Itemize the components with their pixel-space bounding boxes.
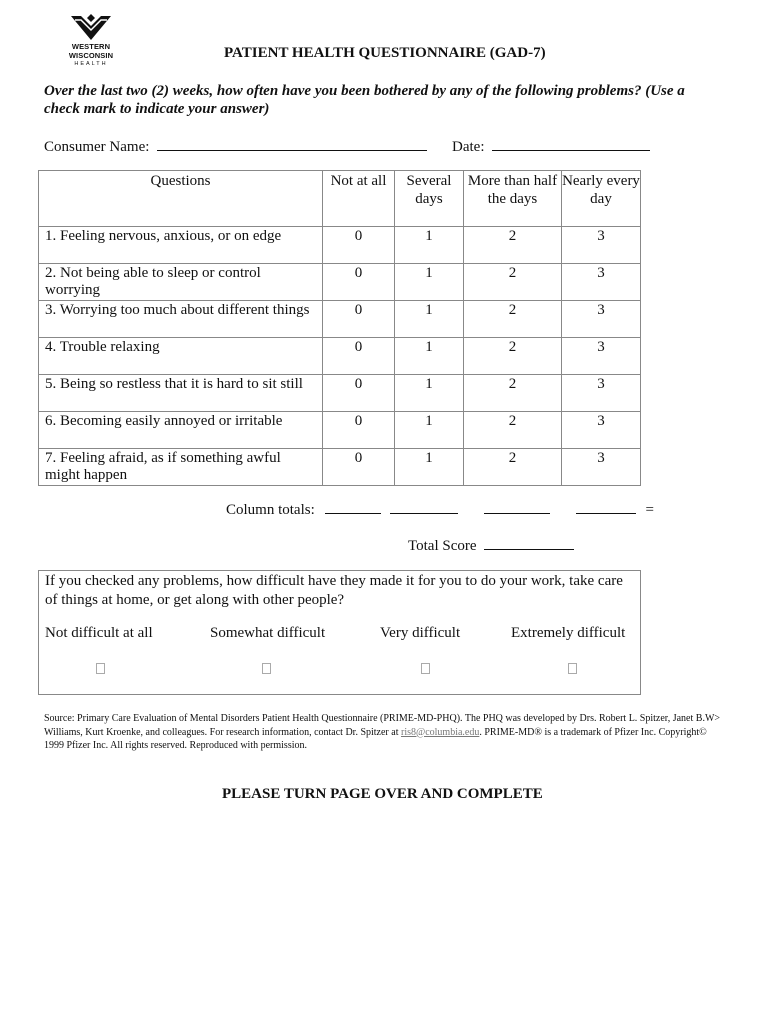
score-option[interactable]: 0: [323, 412, 395, 449]
question-text: 5. Being so restless that it is hard to sit still: [39, 375, 323, 412]
logo-text-line3: HEALTH: [74, 61, 108, 67]
page-title: PATIENT HEALTH QUESTIONNAIRE (GAD-7): [224, 45, 546, 61]
date-label: Date:: [452, 139, 485, 155]
score-option[interactable]: 1: [395, 264, 464, 301]
header-several-days: Several days: [395, 171, 464, 227]
option-very-difficult: Very difficult: [380, 625, 461, 641]
score-option[interactable]: 1: [395, 449, 464, 486]
score-option[interactable]: 0: [323, 375, 395, 412]
score-option[interactable]: 2: [464, 412, 562, 449]
gad7-table: [38, 170, 641, 486]
score-option[interactable]: 1: [395, 301, 464, 338]
table-row: [39, 338, 641, 375]
checkbox-not-difficult[interactable]: [96, 663, 105, 674]
question-text: 3. Worrying too much about different things: [39, 301, 323, 338]
option-somewhat-difficult: Somewhat difficult: [210, 625, 326, 641]
score-option[interactable]: 3: [562, 412, 641, 449]
question-text: 4. Trouble relaxing: [39, 338, 323, 375]
column-totals-row: [226, 499, 654, 519]
column-totals-label: Column totals:: [226, 502, 315, 518]
table-row: [39, 301, 641, 338]
date-row: [452, 136, 650, 156]
total-score-field[interactable]: [484, 535, 574, 550]
score-option[interactable]: 2: [464, 227, 562, 264]
question-text: 1. Feeling nervous, anxious, or on edge: [39, 227, 323, 264]
score-option[interactable]: 0: [323, 264, 395, 301]
header-questions: Questions: [39, 171, 323, 227]
header-nearly-every-day: Nearly every day: [562, 171, 641, 227]
checkbox-very-difficult[interactable]: [421, 663, 430, 674]
score-option[interactable]: 1: [395, 412, 464, 449]
question-text: 6. Becoming easily annoyed or irritable: [39, 412, 323, 449]
table-row: [39, 412, 641, 449]
header-not-at-all: Not at all: [323, 171, 395, 227]
score-option[interactable]: 3: [562, 375, 641, 412]
score-option[interactable]: 3: [562, 338, 641, 375]
question-text: 7. Feeling afraid, as if something awful might happen: [39, 449, 323, 486]
source-text-1: Source: Primary Care Evaluation of Mental Disorders Patient Health Questionnaire (PRIME-MD-PHQ). The PHQ was developed by Drs. Robert L. Spitzer, Janet B.W> Williams, Kurt Kroenke, and colleagues. For research information, contact Dr. Spitzer at: [44, 713, 721, 738]
logo-text-line1: WESTERN: [71, 42, 111, 51]
table-row: [39, 264, 641, 301]
total-nearly-every-day-field[interactable]: [576, 499, 636, 514]
score-option[interactable]: 0: [323, 449, 395, 486]
date-field[interactable]: [492, 136, 650, 151]
difficulty-question: If you checked any problems, how difficult have they made it for you to do your work, take care of things at home, or get along with other people?: [45, 573, 623, 608]
logo-mark-icon: [69, 14, 113, 42]
header-more-than-half: More than half the days: [464, 171, 562, 227]
footer-note: PLEASE TURN PAGE OVER AND COMPLETE: [222, 786, 543, 802]
score-option[interactable]: 3: [562, 264, 641, 301]
score-option[interactable]: 0: [323, 301, 395, 338]
total-more-than-half-field[interactable]: [484, 499, 550, 514]
consumer-name-label: Consumer Name:: [44, 139, 150, 155]
score-option[interactable]: 3: [562, 449, 641, 486]
score-option[interactable]: 3: [562, 301, 641, 338]
checkbox-extremely-difficult[interactable]: [568, 663, 577, 674]
score-option[interactable]: 0: [323, 227, 395, 264]
score-option[interactable]: 2: [464, 375, 562, 412]
total-several-days-field[interactable]: [390, 499, 458, 514]
score-option[interactable]: 0: [323, 338, 395, 375]
logo-text-line2: WISCONSIN: [68, 51, 114, 60]
table-row: [39, 227, 641, 264]
instructions: Over the last two (2) weeks, how often have you been bothered by any of the following problems? (Use a check mark to indicate your answer): [44, 83, 685, 117]
score-option[interactable]: 1: [395, 375, 464, 412]
checkbox-somewhat-difficult[interactable]: [262, 663, 271, 674]
table-row: [39, 449, 641, 486]
email-link[interactable]: ris8@columbia.edu: [400, 726, 480, 738]
option-not-difficult: Not difficult at all: [45, 625, 153, 641]
logo: [62, 14, 120, 68]
score-option[interactable]: 2: [464, 338, 562, 375]
source-citation: [44, 712, 724, 753]
question-text: 2. Not being able to sleep or control worrying: [39, 264, 323, 301]
table-row: [39, 375, 641, 412]
table-header-row: [39, 171, 641, 227]
score-option[interactable]: 2: [464, 301, 562, 338]
source-text-2: . PRIME-MD® is a trademark of Pfizer Inc. Copyright© 1999 Pfizer Inc. All rights reserved. Reproduced with permission.: [44, 726, 707, 751]
equals-sign: =: [645, 502, 654, 518]
score-option[interactable]: 1: [395, 227, 464, 264]
total-not-at-all-field[interactable]: [325, 499, 381, 514]
option-extremely-difficult: Extremely difficult: [511, 625, 626, 641]
score-option[interactable]: 1: [395, 338, 464, 375]
score-option[interactable]: 3: [562, 227, 641, 264]
total-score-row: [408, 535, 574, 555]
consumer-name-field[interactable]: [157, 136, 427, 151]
difficulty-box: [38, 570, 641, 695]
score-option[interactable]: 2: [464, 449, 562, 486]
score-option[interactable]: 2: [464, 264, 562, 301]
total-score-label: Total Score: [408, 538, 477, 554]
consumer-name-row: [44, 136, 427, 156]
